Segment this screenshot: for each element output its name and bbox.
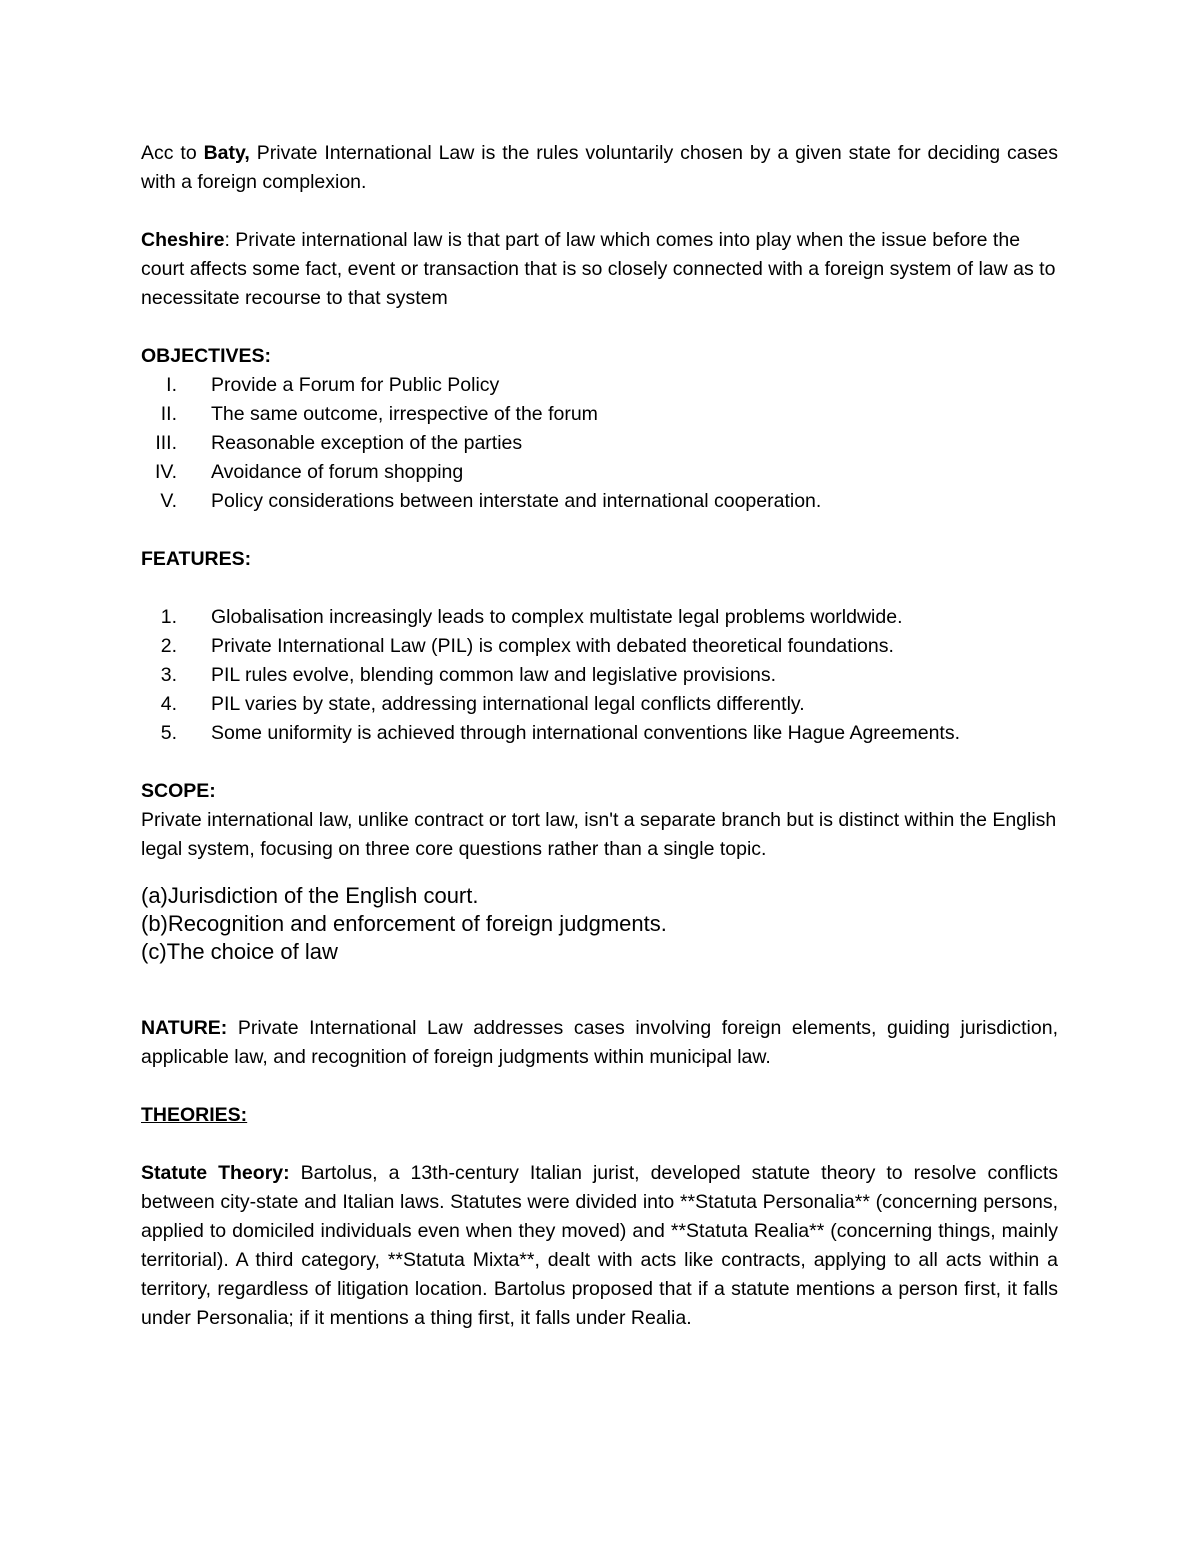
list-item-text: Provide a Forum for Public Policy — [211, 374, 500, 396]
intro-paragraph — [141, 139, 1058, 197]
list-item-number: 4. — [160, 693, 177, 715]
nature-label: NATURE: — [141, 1017, 228, 1039]
cheshire-text: : Private international law is that part of law which comes into play when the issue before the court affects some fact, event or transaction that is so closely connected with a foreign system of law as to necessitate recourse to that system — [141, 229, 1056, 309]
scope-item: (b)Recognition and enforcement of foreign judgments. — [141, 911, 667, 936]
list-item — [141, 661, 1058, 690]
scope-item: (c)The choice of law — [141, 939, 338, 964]
nature-text: Private International Law addresses cases involving foreign elements, guiding jurisdiction, applicable law, and recognition of foreign judgments within municipal law. — [141, 1017, 1058, 1068]
list-item-number: IV. — [154, 461, 177, 483]
cheshire-label: Cheshire — [141, 229, 225, 251]
list-item — [141, 487, 1058, 516]
scope-item: (a)Jurisdiction of the English court. — [141, 883, 479, 908]
list-item — [141, 429, 1058, 458]
list-item — [141, 719, 1058, 748]
list-item-text: PIL rules evolve, blending common law and legislative provisions. — [211, 664, 777, 686]
scope-items — [141, 882, 1058, 966]
list-item-text: Private International Law (PIL) is complex with debated theoretical foundations. — [211, 635, 894, 657]
list-item-number: V. — [160, 490, 177, 512]
list-item-text: Policy considerations between interstate and international cooperation. — [211, 490, 822, 512]
list-item-number: 5. — [160, 722, 177, 744]
intro-prefix: Acc to — [141, 142, 204, 164]
list-item-number: 1. — [160, 606, 177, 628]
list-item-text: The same outcome, irrespective of the forum — [211, 403, 598, 425]
list-item — [141, 632, 1058, 661]
list-item-text: Reasonable exception of the parties — [211, 432, 523, 454]
list-item-number: II. — [160, 403, 177, 425]
list-item-text: PIL varies by state, addressing international legal conflicts differently. — [211, 693, 805, 715]
scope-paragraph: Private international law, unlike contract or tort law, isn't a separate branch but is distinct within the English legal system, focusing on three core questions rather than a single topic. — [141, 809, 1057, 860]
features-list — [141, 603, 1058, 748]
list-item-text: Some uniformity is achieved through international conventions like Hague Agreements. — [211, 722, 961, 744]
scope-heading: SCOPE: — [141, 780, 216, 802]
intro-author: Baty, — [203, 142, 250, 164]
statute-theory-paragraph — [141, 1159, 1058, 1333]
list-item — [141, 371, 1058, 400]
cheshire-paragraph — [141, 226, 1058, 313]
list-item — [141, 603, 1058, 632]
theories-heading: THEORIES: — [141, 1104, 248, 1126]
intro-text: Private International Law is the rules voluntarily chosen by a given state for deciding cases with a foreign complexion. — [141, 142, 1058, 193]
document-page — [141, 139, 1058, 1333]
statute-theory-label: Statute Theory: — [141, 1162, 290, 1184]
list-item-number: III. — [155, 432, 177, 454]
list-item-number: 2. — [160, 635, 177, 657]
statute-theory-text: Bartolus, a 13th-century Italian jurist, developed statute theory to resolve conflicts between city-state and Italian laws. Statutes were divided into **Statuta Personalia** (concerning persons, applied to domiciled individuals even when they moved) and **Statuta Realia** (concerning things, mainly territorial). A third category, **Statuta Mixta**, dealt with acts like contracts, applying to all acts within a territory, regardless of litigation location. Bartolus proposed that if a statute mentions a person first, it falls under Personalia; if it mentions a thing first, it falls under Realia. — [141, 1162, 1058, 1329]
list-item-text: Avoidance of forum shopping — [211, 461, 464, 483]
objectives-heading: OBJECTIVES: — [141, 345, 272, 367]
list-item-number: I. — [166, 374, 177, 396]
list-item-text: Globalisation increasingly leads to complex multistate legal problems worldwide. — [211, 606, 903, 628]
features-heading: FEATURES: — [141, 548, 252, 570]
list-item — [141, 690, 1058, 719]
list-item — [141, 458, 1058, 487]
list-item-number: 3. — [160, 664, 177, 686]
objectives-list — [141, 371, 1058, 516]
nature-paragraph — [141, 1014, 1058, 1072]
list-item — [141, 400, 1058, 429]
